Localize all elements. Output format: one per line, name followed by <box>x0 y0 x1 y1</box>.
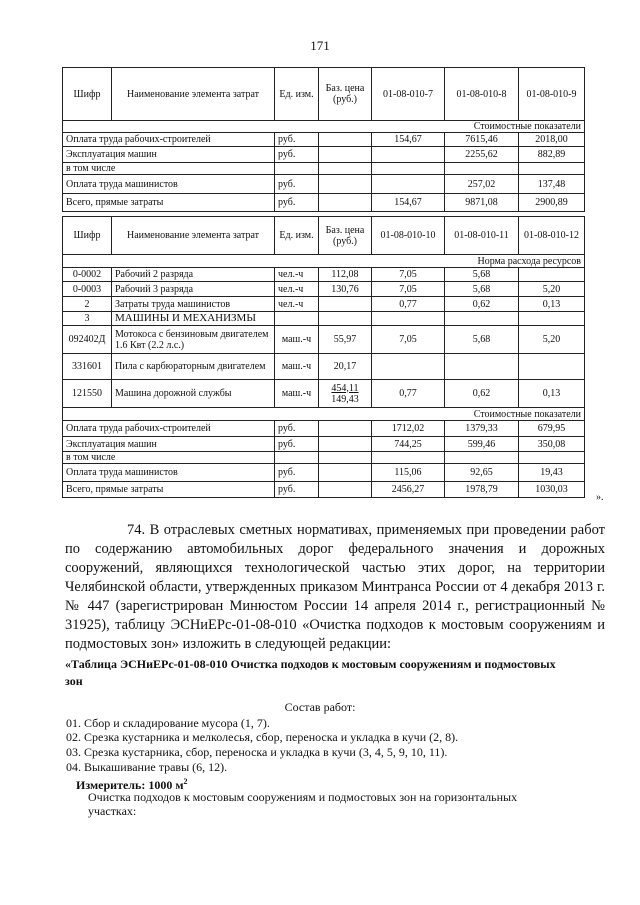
table-row: Всего, прямые затраты руб. 2456,27 1978,79 1030,03 <box>63 482 585 498</box>
table-row: 121550 Машина дорожной службы маш.-ч 454,11 149,43 0,77 0,62 0,13 <box>63 380 585 408</box>
header-col3: 01-08-010-12 <box>519 217 585 255</box>
cost-table-1 <box>62 67 585 212</box>
closing-quote: ». <box>596 492 604 503</box>
header-name: Наименование элемента затрат <box>112 68 275 121</box>
header-name: Наименование элемента затрат <box>112 217 275 255</box>
description-line1: Очистка подходов к мостовым сооружениям и подмостовых зон на горизонтальных <box>88 790 518 804</box>
works-item: 01. Сбор и складирование мусора (1, 7). <box>66 716 270 730</box>
header-col2: 01-08-010-8 <box>445 68 519 121</box>
header-col1: 01-08-010-10 <box>372 217 445 255</box>
header-price: Баз. цена (руб.) <box>319 217 372 255</box>
section-label: Норма расхода ресурсов <box>63 255 585 268</box>
table-row: Оплата труда машинистов руб. 257,02 137,48 <box>63 175 585 194</box>
works-item: 02. Срезка кустарника и мелколесья, сбор, переноска и укладка в кучи (2, 8). <box>66 730 459 744</box>
table-row: в том числе <box>63 452 585 464</box>
table-row: 0-0003 Рабочий 3 разряда чел.-ч 130,76 7,05 5,68 5,20 <box>63 282 585 297</box>
table-row: Оплата труда машинистов руб. 115,06 92,65 19,43 <box>63 464 585 482</box>
table-row: 0-0002 Рабочий 2 разряда чел.-ч 112,08 7,05 5,68 <box>63 268 585 282</box>
header-unit: Ед. изм. <box>275 68 319 121</box>
header-price: Баз. цена (руб.) <box>319 68 372 121</box>
meter-sup: 2 <box>183 777 188 786</box>
header-code: Шифр <box>63 217 112 255</box>
header-col1: 01-08-010-7 <box>372 68 445 121</box>
table-row: Оплата труда рабочих-строителей руб. 154,67 7615,46 2018,00 <box>63 133 585 147</box>
section-row <box>63 255 585 268</box>
table-title-line2: зон <box>65 674 83 688</box>
meter-label: Измеритель: 1000 м <box>76 778 184 792</box>
table-row: Оплата труда рабочих-строителей руб. 1712,02 1379,33 679,95 <box>63 421 585 437</box>
table-row: 331601 Пила с карбюраторным двигателем маш.-ч 20,17 <box>63 354 585 380</box>
works-heading: Состав работ: <box>284 700 356 714</box>
table-row: Эксплуатация машин руб. 2255,62 882,89 <box>63 147 585 163</box>
paragraph-74: 74. В отраслевых сметных нормативах, применяемых при проведении работ по содержанию автомобильных дорог федерального значения и дорожных сооружений, являющихся технологической частью этих дорог, на территории Челябинской области, утвержденных приказом Минтранса России от 4 декабря 2013 г. № 447 (зарегистрирован Минюстом России 14 апреля 2014 г., регистрационный № 31925), таблицу ЭСНиЕРс-01-08-010 «Очистка подходов к мостовым сооружениям и подмостовых зон» изложить в следующей редакции: <box>65 522 605 652</box>
cost-table-2 <box>62 216 585 498</box>
works-item: 04. Выкашивание травы (6, 12). <box>66 760 228 774</box>
table-row: Всего, прямые затраты руб. 154,67 9871,08 2900,89 <box>63 194 585 212</box>
works-item: 03. Срезка кустарника, сбор, переноска и укладка в кучи (3, 4, 5, 9, 10, 11). <box>66 745 448 759</box>
table-row: 092402Д Мотокоса с бензиновым двигателем 1.6 Квт (2.2 л.с.) маш.-ч 55,97 7,05 5,68 5,20 <box>63 326 585 354</box>
table-row: 3 МАШИНЫ И МЕХАНИЗМЫ <box>63 312 585 326</box>
section-row <box>63 408 585 421</box>
price-b: 149,43 <box>331 393 359 405</box>
table-header-row <box>63 68 585 121</box>
page-number: 171 <box>310 38 330 53</box>
table-row: в том числе <box>63 163 585 175</box>
table-row: 2 Затраты труда машинистов чел.-ч 0,77 0,62 0,13 <box>63 297 585 312</box>
table-header-row <box>63 217 585 255</box>
table-row: Эксплуатация машин руб. 744,25 599,46 350,08 <box>63 437 585 452</box>
section-row <box>63 121 585 133</box>
header-col3: 01-08-010-9 <box>519 68 585 121</box>
table-title-line1: «Таблица ЭСНиЕРс-01-08-010 Очистка подходов к мостовым сооружениям и подмостовых <box>65 657 556 671</box>
header-code: Шифр <box>63 68 112 121</box>
header-unit: Ед. изм. <box>275 217 319 255</box>
description-line2: участках: <box>88 804 137 818</box>
section-label: Стоимостные показатели <box>63 121 585 133</box>
header-col2: 01-08-010-11 <box>445 217 519 255</box>
section-label: Стоимостные показатели <box>63 408 585 421</box>
price-a: 454,11 <box>331 382 359 394</box>
